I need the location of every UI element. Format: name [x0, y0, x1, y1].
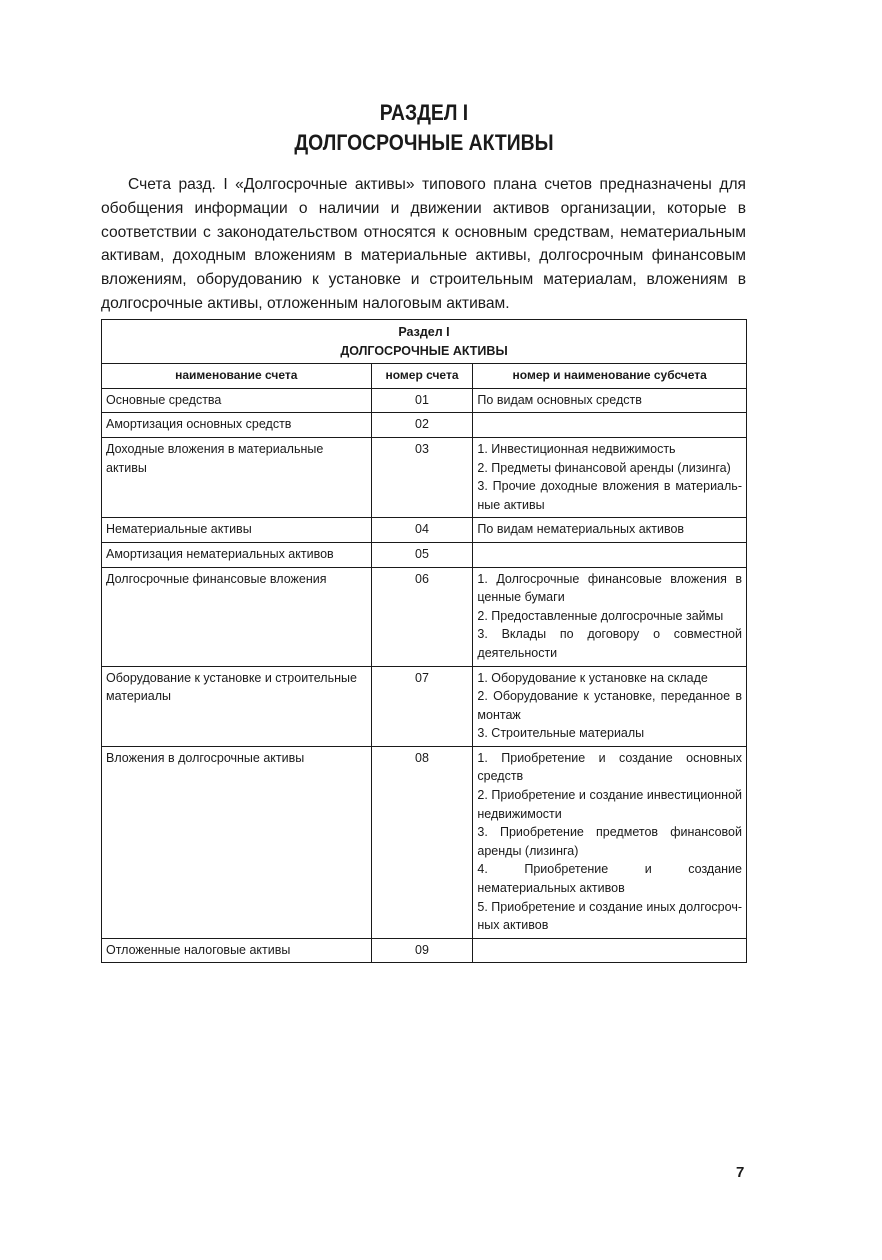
account-number-cell: 05 [371, 542, 473, 567]
account-name-cell: Нематериальные активы [102, 518, 372, 543]
account-name-cell: Амортизация нематериальных активов [102, 542, 372, 567]
account-number-cell: 04 [371, 518, 473, 543]
account-number-cell: 06 [371, 567, 473, 666]
account-number-cell: 02 [371, 413, 473, 438]
subaccounts-cell [473, 938, 747, 963]
subaccounts-cell [473, 567, 747, 666]
subaccount-item: 1. Приобретение и создание основных средств [477, 750, 742, 784]
table-header-row [102, 364, 747, 389]
subaccount-item: 1. Инвестиционная недвижимость [477, 441, 676, 456]
subaccount-item: 1. Долгосрочные финансовые вложения в ценные бумаги [477, 571, 742, 605]
account-number-cell: 08 [371, 746, 473, 938]
table-row [102, 746, 747, 938]
table-caption-line1: Раздел I [398, 325, 450, 339]
subaccount-item: 3. Прочие доходные вложения в материальные активы [477, 479, 742, 512]
column-header-account-name: наименование счета [102, 364, 372, 389]
subaccount-item: 1. Оборудование к установке на складе [477, 670, 708, 685]
account-number-cell: 09 [371, 938, 473, 963]
subaccounts-cell [473, 666, 747, 746]
account-name-cell: Доходные вложения в материальные активы [102, 437, 372, 517]
subaccount-item: 2. Предметы финансовой аренды (лизинга) [477, 460, 731, 475]
account-name-cell: Отложенные налоговые активы [102, 938, 372, 963]
subaccount-item: 3. Строительные материалы [477, 726, 645, 741]
column-header-account-number: номер счета [371, 364, 473, 389]
subaccount-item: По видам основных средств [477, 392, 642, 407]
table-row [102, 413, 747, 438]
account-number-cell: 01 [371, 388, 473, 413]
column-header-subaccounts: номер и наименование субсчета [473, 364, 747, 389]
subaccount-item: 5. Приобретение и создание иных долгосрочных активов [477, 899, 742, 933]
account-name-cell: Оборудование к установке и строительные материалы [102, 666, 372, 746]
account-number-cell: 03 [371, 437, 473, 517]
table-caption [102, 320, 747, 364]
account-name-cell: Вложения в долгосрочные активы [102, 746, 372, 938]
subaccount-item: 4. Приобретение и создание нематериальных активов [477, 862, 742, 896]
table-caption-line2: ДОЛГОСРОЧНЫЕ АКТИВЫ [340, 343, 508, 358]
subaccounts-cell [473, 437, 747, 517]
subaccount-item: 2. Приобретение и создание инвестиционной недвижимости [477, 788, 742, 821]
table-body [102, 388, 747, 963]
subaccount-item: По видам нематериальных активов [477, 522, 685, 537]
table-row [102, 518, 747, 543]
accounts-table [101, 319, 747, 963]
table-row [102, 567, 747, 666]
account-number-cell: 07 [371, 666, 473, 746]
section-heading-line1: РАЗДЕЛ I [379, 100, 469, 125]
table-row [102, 938, 747, 963]
subaccount-item: 3. Приобретение предметов финансовой аренды (лизинга) [477, 825, 742, 858]
account-name-cell: Амортизация основных средств [102, 413, 372, 438]
intro-paragraph: Счета разд. I «Долгосрочные активы» типового плана счетов предназначены для обобщения информации о наличии и движении активов организации, которые в соответствии с законодательством относятся к основным средствам, нематериальным активам, доходным вложениям в материальные активы, долгосрочным финансовым вложениям, оборудованию к установке и строительным материалам, вложениям в долгосрочные активы, отложенным налоговым активам. [101, 176, 746, 312]
account-name-cell: Долгосрочные финансовые вложения [102, 567, 372, 666]
table-row [102, 388, 747, 413]
section-heading-line2: ДОЛГОСРОЧНЫЕ АКТИВЫ [294, 130, 554, 155]
account-name-cell: Основные средства [102, 388, 372, 413]
table-row [102, 666, 747, 746]
page-number: 7 [736, 1164, 745, 1181]
subaccount-item: 2. Предоставленные долгосрочные займы [477, 608, 724, 623]
table-row [102, 542, 747, 567]
subaccount-item: 3. Вклады по договору о совместной деятельности [477, 627, 742, 660]
subaccounts-cell [473, 746, 747, 938]
subaccount-item: 2. Оборудование к установке, переданное в монтаж [477, 689, 742, 722]
subaccounts-cell [473, 518, 747, 543]
subaccounts-cell [473, 542, 747, 567]
subaccounts-cell [473, 388, 747, 413]
table-caption-row [102, 320, 747, 364]
subaccounts-cell [473, 413, 747, 438]
section-heading [51, 98, 797, 158]
table-row [102, 437, 747, 517]
